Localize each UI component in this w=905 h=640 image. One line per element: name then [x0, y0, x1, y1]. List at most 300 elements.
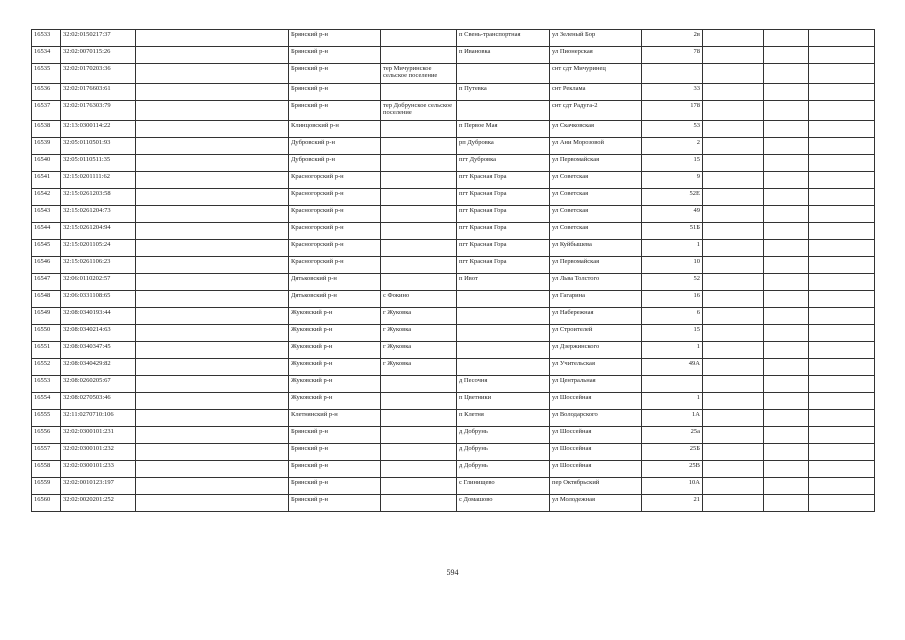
district-cell: Брянский р-н	[289, 64, 381, 84]
district-cell: Клинцовский р-н	[289, 121, 381, 138]
empty-cell	[809, 206, 875, 223]
district-cell: Клетнянский р-н	[289, 410, 381, 427]
district-cell: Красногорский р-н	[289, 172, 381, 189]
row-number-cell: 16540	[32, 155, 61, 172]
locality-cell	[457, 291, 550, 308]
empty-cell	[809, 138, 875, 155]
settlement-cell	[381, 410, 457, 427]
table-row	[32, 30, 875, 47]
empty-cell	[703, 342, 764, 359]
district-cell: Красногорский р-н	[289, 223, 381, 240]
street-cell: ул Шоссейная	[550, 461, 642, 478]
locality-cell: д Добрунь	[457, 444, 550, 461]
empty-cell	[136, 121, 289, 138]
street-cell: пер Октябрьский	[550, 478, 642, 495]
settlement-cell	[381, 393, 457, 410]
locality-cell: пгт Красная Гора	[457, 189, 550, 206]
locality-cell	[457, 359, 550, 376]
table-row	[32, 325, 875, 342]
district-cell: Жуковский р-н	[289, 342, 381, 359]
row-number-cell: 16545	[32, 240, 61, 257]
table-row	[32, 138, 875, 155]
cadastral-number-cell: 32:08:0340214:63	[61, 325, 136, 342]
empty-cell	[764, 155, 809, 172]
empty-cell	[703, 84, 764, 101]
settlement-cell	[381, 427, 457, 444]
empty-cell	[809, 172, 875, 189]
locality-cell	[457, 342, 550, 359]
empty-cell	[809, 359, 875, 376]
district-cell: Дятьковский р-н	[289, 274, 381, 291]
street-cell: ул Советская	[550, 206, 642, 223]
empty-cell	[136, 274, 289, 291]
cadastral-number-cell: 32:02:0070115:26	[61, 47, 136, 64]
empty-cell	[703, 308, 764, 325]
row-number-cell: 16534	[32, 47, 61, 64]
table-row	[32, 101, 875, 121]
empty-cell	[809, 495, 875, 512]
street-cell: ул Советская	[550, 189, 642, 206]
table-row	[32, 461, 875, 478]
house-number-cell: 1	[642, 393, 703, 410]
empty-cell	[809, 274, 875, 291]
row-number-cell: 16533	[32, 30, 61, 47]
empty-cell	[809, 30, 875, 47]
empty-cell	[703, 206, 764, 223]
row-number-cell: 16538	[32, 121, 61, 138]
empty-cell	[136, 495, 289, 512]
empty-cell	[809, 121, 875, 138]
street-cell: ул Куйбышева	[550, 240, 642, 257]
street-cell: ул Центральная	[550, 376, 642, 393]
empty-cell	[703, 155, 764, 172]
cadastral-number-cell: 32:02:0176603:61	[61, 84, 136, 101]
table-row	[32, 172, 875, 189]
empty-cell	[764, 47, 809, 64]
empty-cell	[809, 240, 875, 257]
table-row	[32, 274, 875, 291]
empty-cell	[764, 30, 809, 47]
street-cell: снт Реклама	[550, 84, 642, 101]
empty-cell	[136, 64, 289, 84]
district-cell: Брянский р-н	[289, 461, 381, 478]
table-row	[32, 393, 875, 410]
locality-cell: п Ивановка	[457, 47, 550, 64]
cadastral-number-cell: 32:02:0300101:233	[61, 461, 136, 478]
cadastral-number-cell: 32:08:0340193:44	[61, 308, 136, 325]
cadastral-number-cell: 32:08:0340429:82	[61, 359, 136, 376]
empty-cell	[764, 138, 809, 155]
table-row	[32, 64, 875, 84]
locality-cell	[457, 325, 550, 342]
house-number-cell: 49	[642, 206, 703, 223]
house-number-cell: 1	[642, 240, 703, 257]
locality-cell: пгт Красная Гора	[457, 240, 550, 257]
cadastral-number-cell: 32:15:0261106:23	[61, 257, 136, 274]
street-cell: ул Строителей	[550, 325, 642, 342]
table-row	[32, 308, 875, 325]
empty-cell	[764, 121, 809, 138]
empty-cell	[764, 359, 809, 376]
empty-cell	[764, 444, 809, 461]
locality-cell: д Добрунь	[457, 427, 550, 444]
table-row	[32, 427, 875, 444]
cadastral-number-cell: 32:13:0300114:22	[61, 121, 136, 138]
empty-cell	[764, 240, 809, 257]
empty-cell	[703, 376, 764, 393]
empty-cell	[136, 101, 289, 121]
empty-cell	[809, 325, 875, 342]
house-number-cell: 2в	[642, 30, 703, 47]
row-number-cell: 16542	[32, 189, 61, 206]
empty-cell	[809, 461, 875, 478]
empty-cell	[809, 376, 875, 393]
locality-cell: п Ивот	[457, 274, 550, 291]
empty-cell	[703, 121, 764, 138]
empty-cell	[703, 359, 764, 376]
empty-cell	[764, 101, 809, 121]
house-number-cell: 10	[642, 257, 703, 274]
street-cell: ул Первомайская	[550, 155, 642, 172]
row-number-cell: 16546	[32, 257, 61, 274]
row-number-cell: 16553	[32, 376, 61, 393]
empty-cell	[764, 291, 809, 308]
street-cell: ул Учительская	[550, 359, 642, 376]
row-number-cell: 16547	[32, 274, 61, 291]
settlement-cell	[381, 478, 457, 495]
district-cell: Брянский р-н	[289, 101, 381, 121]
table-row	[32, 121, 875, 138]
empty-cell	[764, 393, 809, 410]
settlement-cell	[381, 274, 457, 291]
empty-cell	[703, 410, 764, 427]
house-number-cell: 25а	[642, 427, 703, 444]
settlement-cell	[381, 47, 457, 64]
empty-cell	[703, 30, 764, 47]
table-row	[32, 206, 875, 223]
street-cell: снт сдт Мичуринец	[550, 64, 642, 84]
settlement-cell	[381, 240, 457, 257]
row-number-cell: 16544	[32, 223, 61, 240]
locality-cell	[457, 101, 550, 121]
cadastral-number-cell: 32:15:0261204:73	[61, 206, 136, 223]
settlement-cell: тер Мичуринское сельское поселение	[381, 64, 457, 84]
row-number-cell: 16537	[32, 101, 61, 121]
empty-cell	[809, 64, 875, 84]
district-cell: Жуковский р-н	[289, 325, 381, 342]
settlement-cell: с Фокино	[381, 291, 457, 308]
empty-cell	[809, 393, 875, 410]
street-cell: ул Ани Морозовой	[550, 138, 642, 155]
house-number-cell: 52	[642, 274, 703, 291]
empty-cell	[703, 223, 764, 240]
settlement-cell	[381, 206, 457, 223]
street-cell: ул Пионерская	[550, 47, 642, 64]
table-row	[32, 359, 875, 376]
house-number-cell: 51Б	[642, 223, 703, 240]
district-cell: Брянский р-н	[289, 84, 381, 101]
locality-cell: д Песочня	[457, 376, 550, 393]
locality-cell: пгт Красная Гора	[457, 206, 550, 223]
locality-cell: п Свень-транспортная	[457, 30, 550, 47]
empty-cell	[136, 155, 289, 172]
cadastral-number-cell: 32:02:0300101:232	[61, 444, 136, 461]
cadastral-number-cell: 32:11:0270710:106	[61, 410, 136, 427]
house-number-cell: 1А	[642, 410, 703, 427]
empty-cell	[764, 478, 809, 495]
row-number-cell: 16557	[32, 444, 61, 461]
empty-cell	[703, 325, 764, 342]
locality-cell: пгт Красная Гора	[457, 172, 550, 189]
district-cell: Брянский р-н	[289, 478, 381, 495]
empty-cell	[809, 427, 875, 444]
cadastral-number-cell: 32:05:0110511:35	[61, 155, 136, 172]
row-number-cell: 16541	[32, 172, 61, 189]
empty-cell	[809, 257, 875, 274]
cadastral-number-cell: 32:15:0201111:62	[61, 172, 136, 189]
empty-cell	[703, 427, 764, 444]
street-cell: ул Дзержинского	[550, 342, 642, 359]
cadastral-number-cell: 32:06:0331108:65	[61, 291, 136, 308]
settlement-cell	[381, 138, 457, 155]
row-number-cell: 16550	[32, 325, 61, 342]
empty-cell	[136, 84, 289, 101]
empty-cell	[764, 84, 809, 101]
empty-cell	[809, 155, 875, 172]
street-cell: ул Володарского	[550, 410, 642, 427]
cadastral-number-cell: 32:02:0176303:79	[61, 101, 136, 121]
empty-cell	[136, 291, 289, 308]
empty-cell	[809, 342, 875, 359]
row-number-cell: 16552	[32, 359, 61, 376]
locality-cell: п Цветники	[457, 393, 550, 410]
house-number-cell: 15	[642, 155, 703, 172]
row-number-cell: 16558	[32, 461, 61, 478]
settlement-cell: г Жуковка	[381, 308, 457, 325]
empty-cell	[703, 461, 764, 478]
district-cell: Брянский р-н	[289, 47, 381, 64]
locality-cell: пгт Красная Гора	[457, 223, 550, 240]
row-number-cell: 16555	[32, 410, 61, 427]
house-number-cell: 178	[642, 101, 703, 121]
empty-cell	[703, 189, 764, 206]
page-number: 594	[446, 568, 459, 577]
empty-cell	[703, 257, 764, 274]
locality-cell: п Клетня	[457, 410, 550, 427]
street-cell: ул Молодежная	[550, 495, 642, 512]
settlement-cell	[381, 121, 457, 138]
empty-cell	[764, 461, 809, 478]
cadastral-number-cell: 32:02:0300101:231	[61, 427, 136, 444]
row-number-cell: 16539	[32, 138, 61, 155]
empty-cell	[703, 393, 764, 410]
empty-cell	[809, 101, 875, 121]
table-row	[32, 240, 875, 257]
house-number-cell: 16	[642, 291, 703, 308]
row-number-cell: 16548	[32, 291, 61, 308]
empty-cell	[136, 206, 289, 223]
row-number-cell: 16549	[32, 308, 61, 325]
table-row	[32, 410, 875, 427]
row-number-cell: 16535	[32, 64, 61, 84]
district-cell: Жуковский р-н	[289, 308, 381, 325]
street-cell: ул Набережная	[550, 308, 642, 325]
register-table-body	[32, 30, 875, 512]
empty-cell	[703, 172, 764, 189]
street-cell: ул Советская	[550, 172, 642, 189]
empty-cell	[136, 410, 289, 427]
empty-cell	[764, 376, 809, 393]
empty-cell	[136, 478, 289, 495]
settlement-cell	[381, 257, 457, 274]
district-cell: Красногорский р-н	[289, 189, 381, 206]
empty-cell	[136, 427, 289, 444]
locality-cell: д Добрунь	[457, 461, 550, 478]
district-cell: Жуковский р-н	[289, 376, 381, 393]
district-cell: Красногорский р-н	[289, 206, 381, 223]
settlement-cell	[381, 444, 457, 461]
table-row	[32, 342, 875, 359]
district-cell: Дятьковский р-н	[289, 291, 381, 308]
cadastral-number-cell: 32:02:0170203:36	[61, 64, 136, 84]
empty-cell	[764, 308, 809, 325]
register-table	[31, 29, 875, 512]
empty-cell	[136, 359, 289, 376]
locality-cell	[457, 64, 550, 84]
empty-cell	[136, 325, 289, 342]
house-number-cell: 33	[642, 84, 703, 101]
row-number-cell: 16536	[32, 84, 61, 101]
locality-cell: с Глинищево	[457, 478, 550, 495]
empty-cell	[703, 291, 764, 308]
empty-cell	[136, 240, 289, 257]
table-row	[32, 155, 875, 172]
house-number-cell: 9	[642, 172, 703, 189]
cadastral-number-cell: 32:08:0260205:67	[61, 376, 136, 393]
district-cell: Дубровский р-н	[289, 138, 381, 155]
empty-cell	[136, 47, 289, 64]
table-row	[32, 478, 875, 495]
street-cell: ул Шоссейная	[550, 427, 642, 444]
district-cell: Брянский р-н	[289, 30, 381, 47]
street-cell: ул Первомайская	[550, 257, 642, 274]
street-cell: ул Шоссейная	[550, 393, 642, 410]
empty-cell	[136, 189, 289, 206]
cadastral-number-cell: 32:15:0261203:58	[61, 189, 136, 206]
table-row	[32, 189, 875, 206]
street-cell: ул Гагарина	[550, 291, 642, 308]
empty-cell	[809, 189, 875, 206]
district-cell: Брянский р-н	[289, 495, 381, 512]
empty-cell	[136, 461, 289, 478]
empty-cell	[703, 138, 764, 155]
empty-cell	[136, 223, 289, 240]
locality-cell: пгт Красная Гора	[457, 257, 550, 274]
empty-cell	[764, 206, 809, 223]
cadastral-number-cell: 32:02:0020201:252	[61, 495, 136, 512]
cadastral-number-cell: 32:15:0201105:24	[61, 240, 136, 257]
house-number-cell: 52Е	[642, 189, 703, 206]
house-number-cell	[642, 64, 703, 84]
table-row	[32, 47, 875, 64]
house-number-cell: 49А	[642, 359, 703, 376]
empty-cell	[764, 223, 809, 240]
empty-cell	[703, 444, 764, 461]
settlement-cell: г Жуковка	[381, 359, 457, 376]
district-cell: Красногорский р-н	[289, 257, 381, 274]
empty-cell	[764, 325, 809, 342]
settlement-cell	[381, 495, 457, 512]
empty-cell	[764, 495, 809, 512]
cadastral-number-cell: 32:02:0150217:37	[61, 30, 136, 47]
street-cell: ул Советская	[550, 223, 642, 240]
empty-cell	[136, 393, 289, 410]
table-row	[32, 223, 875, 240]
settlement-cell	[381, 155, 457, 172]
cadastral-number-cell: 32:06:0110202:57	[61, 274, 136, 291]
empty-cell	[703, 64, 764, 84]
district-cell: Жуковский р-н	[289, 393, 381, 410]
cadastral-number-cell: 32:02:0010123:197	[61, 478, 136, 495]
empty-cell	[703, 478, 764, 495]
street-cell: ул Зеленый Бор	[550, 30, 642, 47]
street-cell: ул Шоссейная	[550, 444, 642, 461]
table-row	[32, 495, 875, 512]
house-number-cell: 10А	[642, 478, 703, 495]
empty-cell	[809, 478, 875, 495]
street-cell: снт сдт Радуга-2	[550, 101, 642, 121]
empty-cell	[764, 64, 809, 84]
empty-cell	[809, 47, 875, 64]
locality-cell: п Первое Мая	[457, 121, 550, 138]
empty-cell	[764, 172, 809, 189]
empty-cell	[703, 274, 764, 291]
empty-cell	[764, 189, 809, 206]
cadastral-number-cell: 32:08:0340347:45	[61, 342, 136, 359]
empty-cell	[703, 101, 764, 121]
district-cell: Дубровский р-н	[289, 155, 381, 172]
cadastral-number-cell: 32:15:0261204:94	[61, 223, 136, 240]
table-row	[32, 376, 875, 393]
house-number-cell: 21	[642, 495, 703, 512]
cadastral-number-cell: 32:08:0270503:46	[61, 393, 136, 410]
row-number-cell: 16543	[32, 206, 61, 223]
house-number-cell: 1	[642, 342, 703, 359]
row-number-cell: 16560	[32, 495, 61, 512]
settlement-cell	[381, 376, 457, 393]
table-row	[32, 84, 875, 101]
empty-cell	[136, 138, 289, 155]
locality-cell: с Домашово	[457, 495, 550, 512]
settlement-cell	[381, 189, 457, 206]
house-number-cell: 53	[642, 121, 703, 138]
house-number-cell	[642, 376, 703, 393]
table-row	[32, 291, 875, 308]
settlement-cell	[381, 30, 457, 47]
house-number-cell: 6	[642, 308, 703, 325]
empty-cell	[809, 223, 875, 240]
settlement-cell	[381, 223, 457, 240]
empty-cell	[703, 495, 764, 512]
settlement-cell: г Жуковка	[381, 342, 457, 359]
empty-cell	[136, 257, 289, 274]
house-number-cell: 25Б	[642, 444, 703, 461]
settlement-cell: тер Добрунское сельское поселение	[381, 101, 457, 121]
house-number-cell: 2	[642, 138, 703, 155]
locality-cell: п Путевка	[457, 84, 550, 101]
house-number-cell: 15	[642, 325, 703, 342]
empty-cell	[136, 376, 289, 393]
